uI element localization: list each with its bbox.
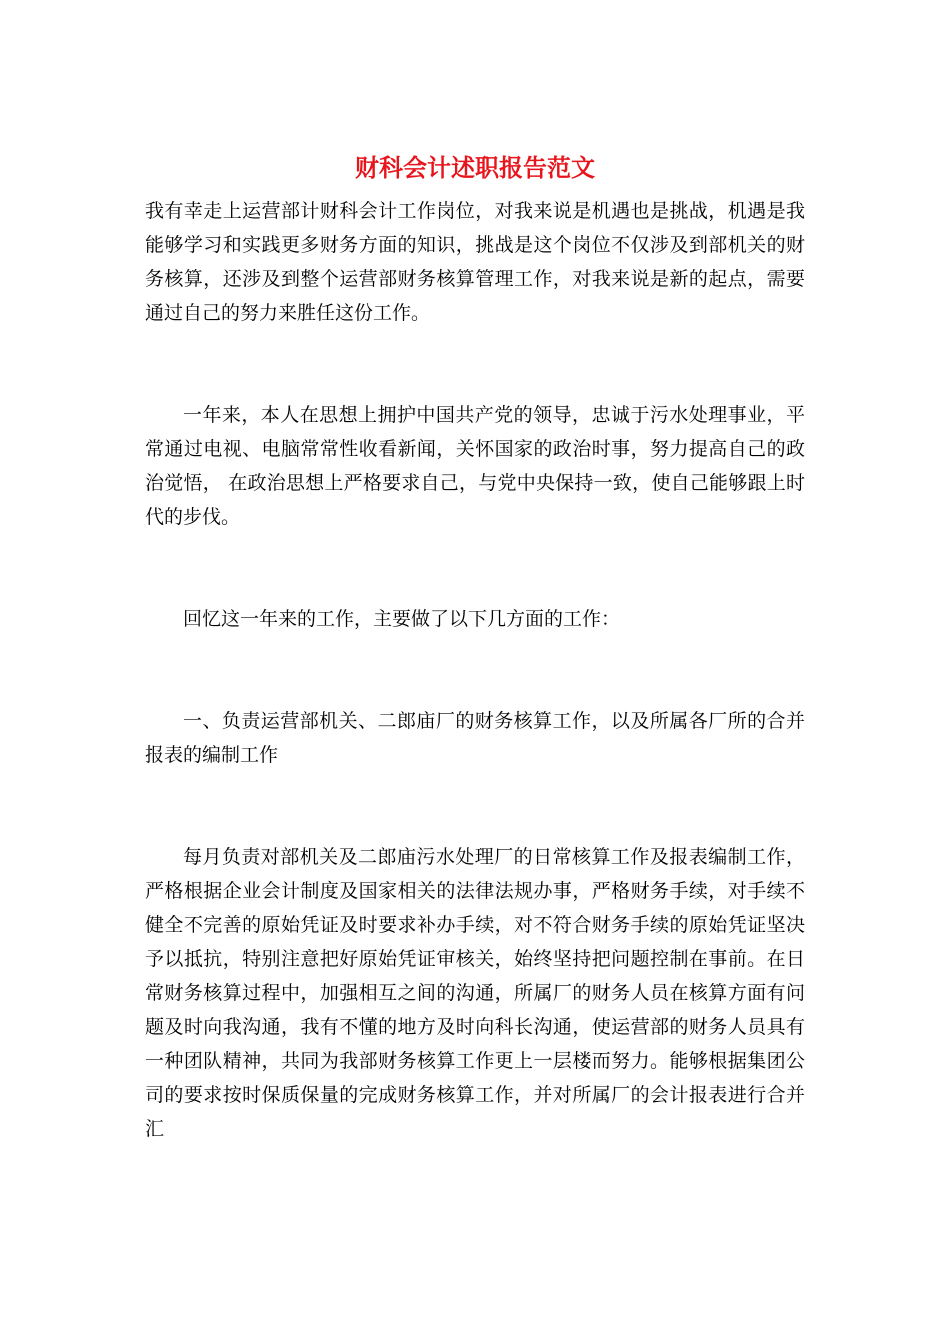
document-title: 财科会计述职报告范文 [355, 153, 595, 182]
document-body [145, 194, 805, 1146]
paragraph-work-review: 回忆这一年来的工作，主要做了以下几方面的工作： [183, 608, 621, 630]
paragraph-section-heading-1: 一、负责运营部机关、二郎庙厂的财务核算工作，以及所属各厂所的合并报表的编制工作 [145, 710, 805, 766]
paragraph-political-thought: 一年来，本人在思想上拥护中国共产党的领导，忠诚于污水处理事业，平常通过电视、电脑常常性收看新闻，关怀国家的政治时事，努力提高自己的政治觉悟， 在政治思想上严格要求自己，与党中央保持一致，使自己能够跟上时代的步伐。 [145, 404, 805, 528]
paragraph-monthly-accounting: 每月负责对部机关及二郎庙污水处理厂的日常核算工作及报表编制工作，严格根据企业会计制度及国家相关的法律法规办事，严格财务手续，对手续不健全不完善的原始凭证及时要求补办手续，对不符合财务手续的原始凭证坚决予以抵抗，特别注意把好原始凭证审核关，始终坚持把问题控制在事前。在日常财务核算过程中，加强相互之间的沟通，所属厂的财务人员在核算方面有问题及时向我沟通，我有不懂的地方及时向科长沟通，使运营部的财务人员具有一种团队精神，共同为我部财务核算工作更上一层楼而努力。能够根据集团公司的要求按时保质保量的完成财务核算工作，并对所属厂的会计报表进行合并汇 [145, 846, 805, 1140]
paragraph-intro: 我有幸走上运营部计财科会计工作岗位，对我来说是机遇也是挑战，机遇是我能够学习和实践更多财务方面的知识，挑战是这个岗位不仅涉及到部机关的财务核算，还涉及到整个运营部财务核算管理工作，对我来说是新的起点，需要通过自己的努力来胜任这份工作。 [145, 200, 805, 324]
